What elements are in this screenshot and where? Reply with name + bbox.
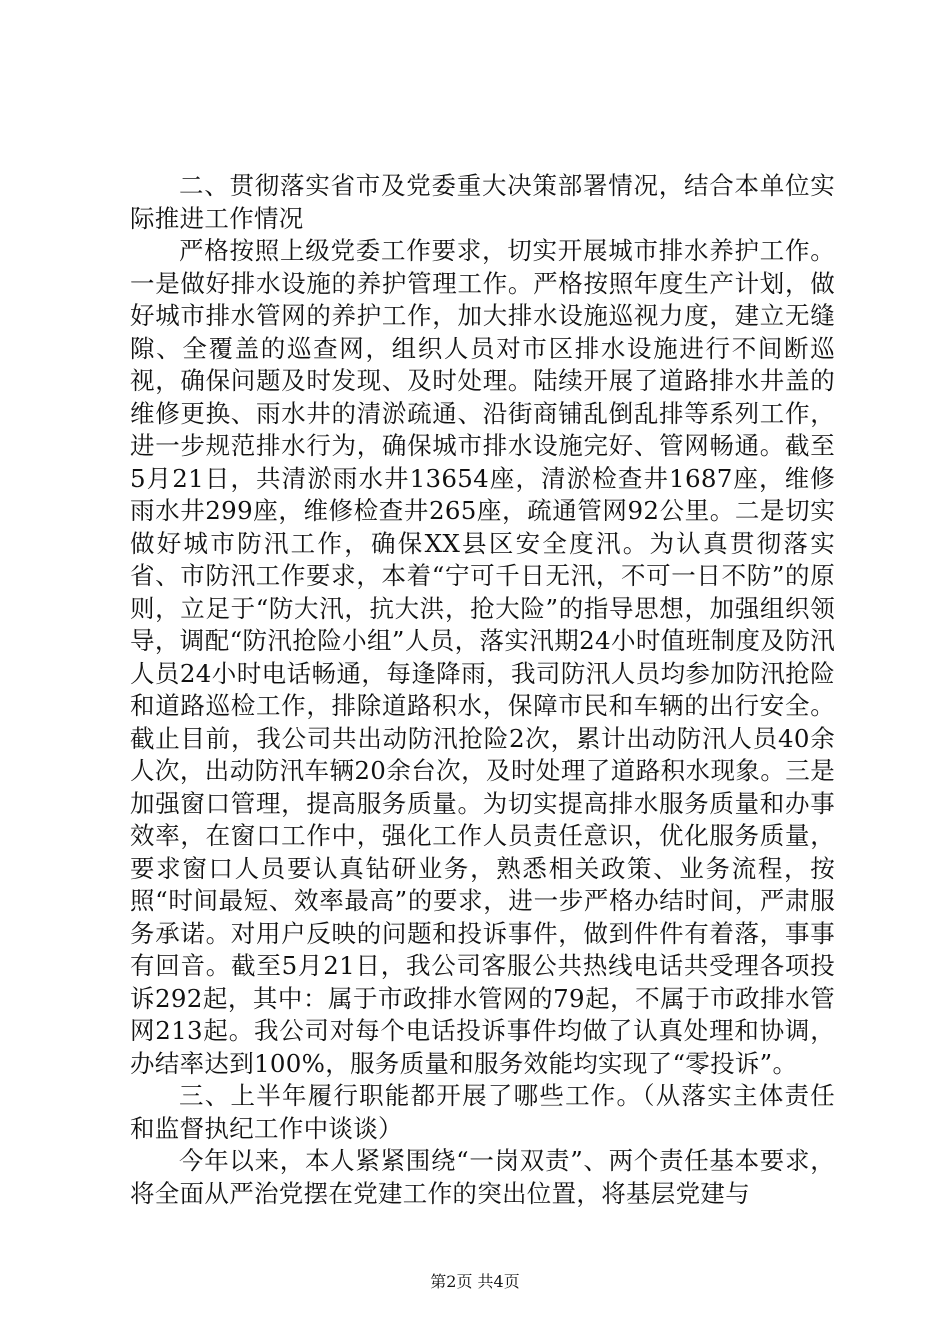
section-heading-two: 二、贯彻落实省市及党委重大决策部署情况，结合本单位实际推进工作情况 — [130, 171, 835, 233]
document-body — [130, 170, 835, 1210]
body-paragraph-drainage-work: 严格按照上级党委工作要求，切实开展城市排水养护工作。一是做好排水设施的养护管理工作。严格按照年度生产计划，做好城市排水管网的养护工作，加大排水设施巡视力度，建立无缝隙、全覆盖的巡查网，组织人员对市区排水设施进行不间断巡视，确保问题及时发现、及时处理。陆续开展了道路排水井盖的维修更换、雨水井的清淤疏通、沿街商铺乱倒乱排等系列工作，进一步规范排水行为，确保城市排水设施完好、管网畅通。截至5月21日，共清淤雨水井13654座，清淤检查井1687座，维修雨水井299座，维修检查井265座，疏通管网92公里。二是切实做好城市防汛工作，确保XX县区安全度汛。为认真贯彻落实省、市防汛工作要求，本着“宁可千日无汛，不可一日不防”的原则，立足于“防大汛，抗大洪，抢大险”的指导思想，加强组织领导，调配“防汛抢险小组”人员，落实汛期24小时值班制度及防汛人员24小时电话畅通，每逢降雨，我司防汛人员均参加防汛抢险和道路巡检工作，排除道路积水，保障市民和车辆的出行安全。截止目前，我公司共出动防汛抢险2次，累计出动防汛人员40余人次，出动防汛车辆20余台次，及时处理了道路积水现象。三是加强窗口管理，提高服务质量。为切实提高排水服务质量和办事效率，在窗口工作中，强化工作人员责任意识，优化服务质量，要求窗口人员要认真钻研业务，熟悉相关政策、业务流程，按照“时间最短、效率最高”的要求，进一步严格办结时间，严肃服务承诺。对用户反映的问题和投诉事件，做到件件有着落，事事有回音。截至5月21日，我公司客服公共热线电话共受理各项投诉292起，其中：属于市政排水管网的79起，不属于市政排水管网213起。我公司对每个电话投诉事件均做了认真处理和协调，办结率达到100%，服务质量和服务效能均实现了“零投诉”。 — [130, 236, 835, 1078]
page-footer: 第2页 共4页 — [430, 1272, 520, 1291]
body-paragraph-party-work: 今年以来，本人紧紧围绕“一岗双责”、两个责任基本要求，将全面从严治党摆在党建工作的突出位置，将基层党建与 — [130, 1146, 835, 1208]
section-heading-three: 三、上半年履行职能都开展了哪些工作。（从落实主体责任和监督执纪工作中谈谈） — [130, 1081, 835, 1143]
